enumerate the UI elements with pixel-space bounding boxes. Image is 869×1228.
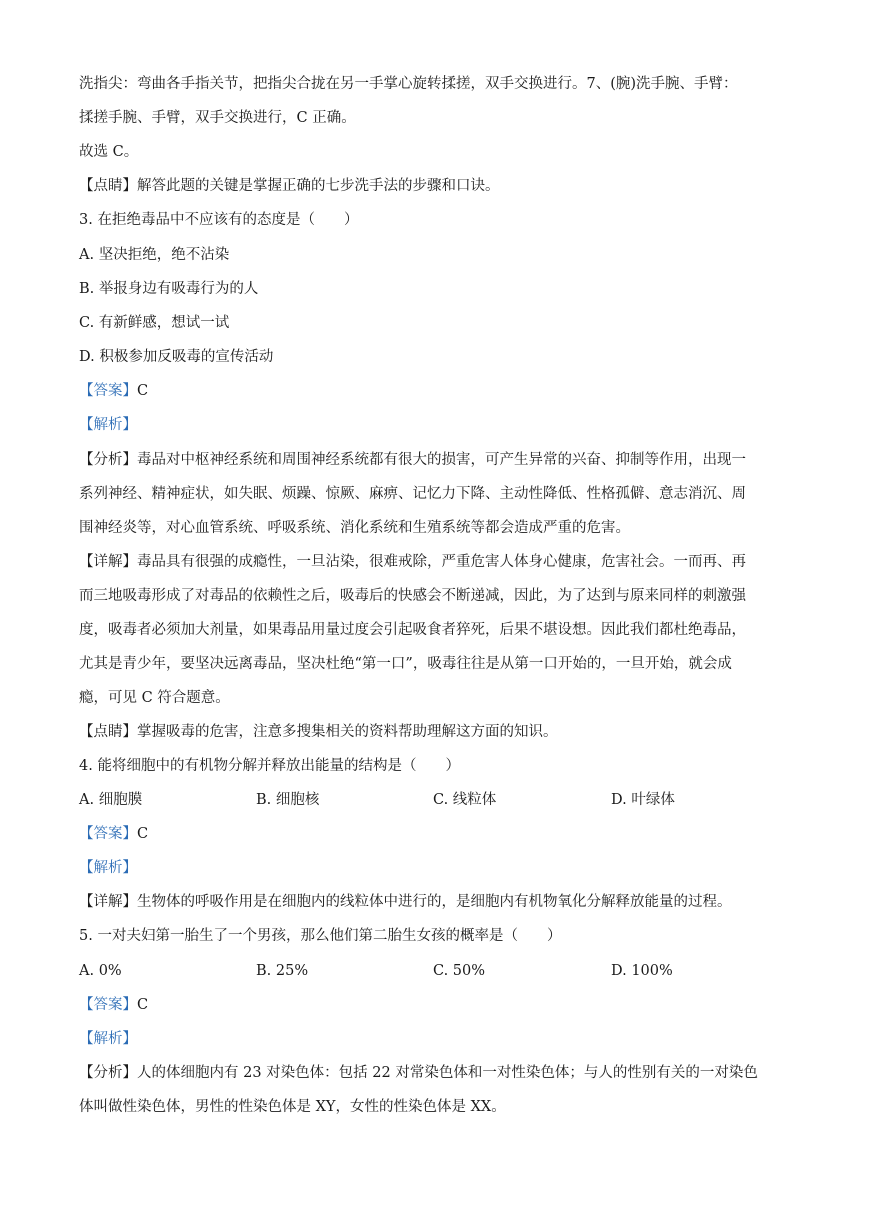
fenxi-tag: 【分析】	[79, 452, 137, 468]
q3-answer	[79, 381, 148, 401]
answer-tag: 【答案】	[79, 997, 137, 1013]
q3-option-b: B. 举报身边有吸毒行为的人	[79, 281, 259, 297]
answer-tag: 【答案】	[79, 383, 137, 399]
intro-conclusion: 故选 C。	[79, 144, 139, 160]
q3-xiangjie-line-3: 度，吸毒者必须加大剂量，如果毒品用量过度会引起吸食者猝死，后果不堪设想。因此我们都杜绝毒品，	[79, 622, 746, 638]
q4-answer	[79, 824, 148, 844]
q5-option-d: D. 100%	[611, 963, 673, 979]
q5-fenxi-line-1: 【分析】人的体细胞内有 23 对染色体：包括 22 对常染色体和一对性染色体；与人的性别有关的一对染色	[79, 1065, 758, 1081]
intro-dianjing	[79, 176, 500, 196]
q3-xiangjie-line-5: 瘾，可见 C 符合题意。	[79, 690, 230, 706]
q3-fenxi-line-1: 【分析】毒品对中枢神经系统和周围神经系统都有很大的损害，可产生异常的兴奋、抑制等作用，出现一	[79, 452, 746, 468]
dianjing-text: 解答此题的关键是掌握正确的七步洗手法的步骤和口诀。	[137, 178, 500, 194]
q3-xiangjie-line-4: 尤其是青少年，要坚决远离毒品，坚决杜绝“第一口”，吸毒往往是从第一口开始的，一旦开始，就会成	[79, 656, 732, 672]
answer-value: C	[137, 826, 149, 842]
q3-stem: 3. 在拒绝毒品中不应该有的态度是（ ）	[79, 212, 359, 228]
q4-stem: 4. 能将细胞中的有机物分解并释放出能量的结构是（ ）	[79, 758, 460, 774]
answer-value: C	[137, 997, 149, 1013]
q4-option-d: D. 叶绿体	[611, 792, 675, 808]
q3-option-c: C. 有新鲜感，想试一试	[79, 315, 230, 331]
q3-fenxi-line-2: 系列神经、精神症状，如失眠、烦躁、惊厥、麻痹、记忆力下降、主动性降低、性格孤僻、意志消沉、周	[79, 486, 746, 502]
dianjing-tag: 【点睛】	[79, 724, 137, 740]
q4-option-c: C. 线粒体	[433, 792, 497, 808]
q4-option-b: B. 细胞核	[256, 792, 320, 808]
q3-dianjing: 【点睛】掌握吸毒的危害，注意多搜集相关的资料帮助理解这方面的知识。	[79, 724, 558, 740]
q5-fenxi-line-2: 体叫做性染色体，男性的性染色体是 XY，女性的性染色体是 XX。	[79, 1099, 506, 1115]
q5-analysis-heading: 【解析】	[79, 1031, 137, 1047]
q4-xiangjie: 【详解】生物体的呼吸作用是在细胞内的线粒体中进行的，是细胞内有机物氧化分解释放能量的过程。	[79, 894, 732, 910]
q5-answer	[79, 995, 148, 1015]
q4-analysis-heading: 【解析】	[79, 860, 137, 876]
q4-option-a: A. 细胞膜	[79, 792, 143, 808]
dianjing-tag: 【点睛】	[79, 178, 137, 194]
intro-line-2: 揉搓手腕、手臂，双手交换进行，C 正确。	[79, 110, 356, 126]
answer-value: C	[137, 383, 149, 399]
q5-stem: 5. 一对夫妇第一胎生了一个男孩，那么他们第二胎生女孩的概率是（ ）	[79, 928, 562, 944]
q3-xiangjie-line-2: 而三地吸毒形成了对毒品的依赖性之后，吸毒后的快感会不断递减，因此，为了达到与原来同样的刺激强	[79, 588, 746, 604]
xiangjie-tag: 【详解】	[79, 894, 137, 910]
q3-xiangjie-line-1: 【详解】毒品具有很强的成瘾性，一旦沾染，很难戒除，严重危害人体身心健康，危害社会。一而再、再	[79, 554, 746, 570]
intro-line-1: 洗指尖：弯曲各手指关节，把指尖合拢在另一手掌心旋转揉搓，双手交换进行。7、(腕)洗手腕、手臂：	[79, 76, 738, 92]
q5-option-c: C. 50%	[433, 963, 486, 979]
fenxi-tag: 【分析】	[79, 1065, 137, 1081]
q5-option-b: B. 25%	[256, 963, 309, 979]
q3-analysis-heading: 【解析】	[79, 417, 137, 433]
xiangjie-tag: 【详解】	[79, 554, 137, 570]
q5-option-a: A. 0%	[79, 963, 122, 979]
q3-fenxi-line-3: 围神经炎等，对心血管系统、呼吸系统、消化系统和生殖系统等都会造成严重的危害。	[79, 520, 630, 536]
answer-tag: 【答案】	[79, 826, 137, 842]
q3-option-d: D. 积极参加反吸毒的宣传活动	[79, 349, 274, 365]
q3-option-a: A. 坚决拒绝，绝不沾染	[79, 247, 230, 263]
